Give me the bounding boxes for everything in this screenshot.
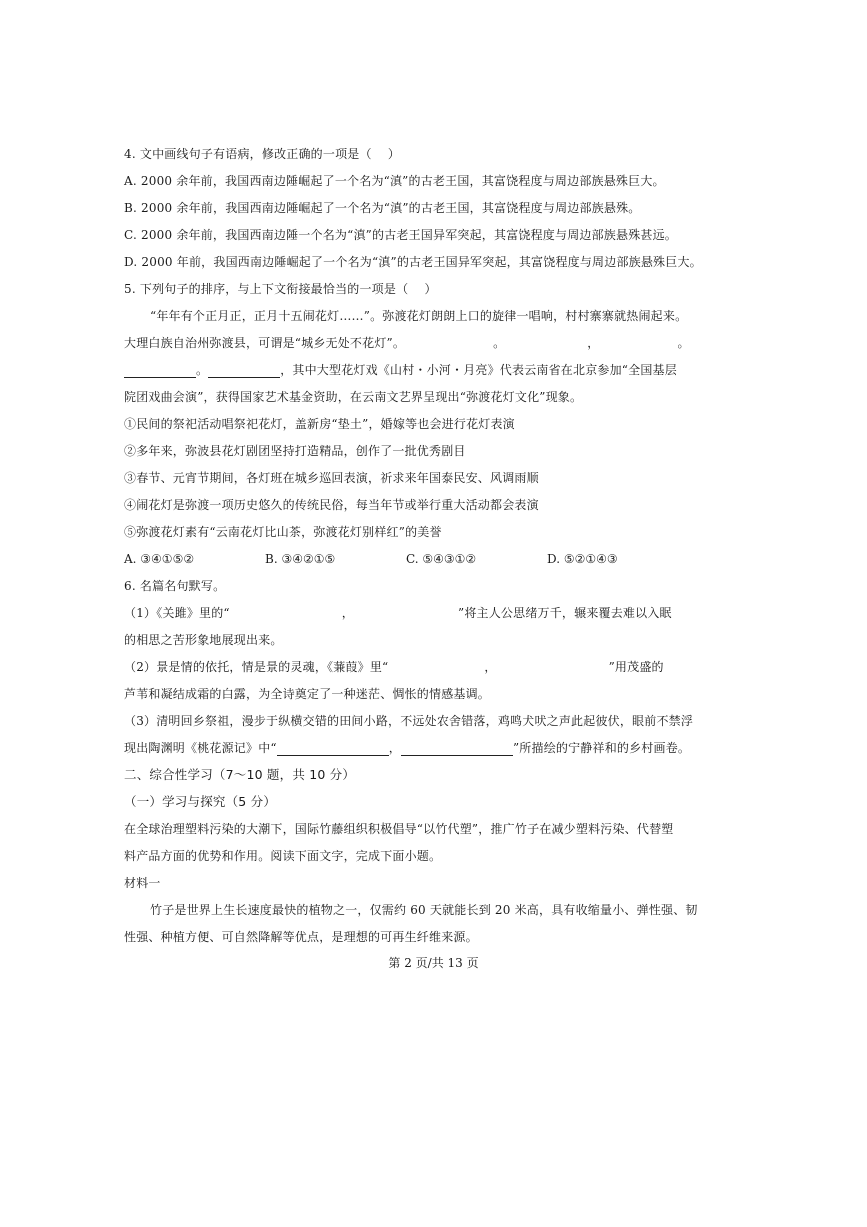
q6-comma: ， (388, 741, 401, 755)
material-label: 材料一 (124, 876, 161, 890)
q6-sub3-line2 (124, 740, 690, 756)
q5-blank-mark: 。 (493, 336, 506, 350)
q5-passage-line3 (124, 362, 677, 378)
q5-option-d: D. ⑤②①④③ (547, 552, 618, 566)
material-1-line1: 竹子是世界上生长速度最快的植物之一，仅需约 60 天就能长到 20 米高，具有收缩量小、弹性强、韧 (150, 903, 698, 917)
q5-option-c: C. ⑤④③①② (406, 552, 477, 566)
q5-passage-text: 大理白族自治州弥渡县，可谓是“城乡无处不花灯”。 (124, 336, 406, 350)
q5-item-1: ①民间的祭祀活动唱祭祀花灯，盖新房“垫土”，婚嫁等也会进行花灯表演 (124, 417, 515, 431)
q5-stem: 5. 下列句子的排序，与上下文衔接最恰当的一项是（ ） (124, 282, 437, 296)
q6-comma: ， (484, 660, 497, 674)
q6-sub2-line2: 芦苇和凝结成霜的白露，为全诗奠定了一种迷茫、惆怅的情感基调。 (124, 687, 491, 701)
q4-stem: 4. 文中画线句子有语病，修改正确的一项是（ ） (124, 147, 401, 161)
q6-text: （2）景是情的依托，情是景的灵魂，《蒹葭》里“ (124, 660, 389, 674)
q5-item-3: ③春节、元宵节期间，各灯班在城乡巡回表演，祈求来年国泰民安、风调雨顺 (124, 471, 539, 485)
q6-comma: ， (341, 606, 354, 620)
q5-passage-text: ，其中大型花灯戏《山村・小河・月亮》代表云南省在北京参加“全国基层 (280, 363, 677, 377)
q4-option-c: C. 2000 余年前，我国西南边陲一个名为“滇”的古老王国异军突起，其富饶程度与周边部族悬殊甚远。 (124, 228, 678, 242)
section-2-intro-line2: 料产品方面的优势和作用。阅读下面文字，完成下面小题。 (124, 849, 442, 863)
q6-sub2-line1 (124, 659, 664, 675)
q6-text: （1）《关雎》里的“ (124, 606, 230, 620)
q4-option-d: D. 2000 年前，我国西南边陲崛起了一个名为“滇”的古老王国异军突起，其富饶程度与周边部族悬殊巨大。 (124, 255, 702, 269)
q5-option-b: B. ③④②①⑤ (265, 552, 336, 566)
q5-blank-mark: 。 (196, 363, 209, 377)
q6-sub1-line1 (124, 605, 672, 621)
material-1-line2: 性强、种植方便、可自然降解等优点，是理想的可再生纤维来源。 (124, 930, 478, 944)
section-2-subtitle: （一）学习与探究（5 分） (124, 794, 277, 809)
q5-blank (208, 365, 280, 378)
q5-item-4: ④闹花灯是弥渡一项历史悠久的传统民俗，每当年节或举行重大活动都会表演 (124, 498, 539, 512)
q6-stem: 6. 名篇名句默写。 (124, 579, 226, 593)
section-2-intro-line1: 在全球治理塑料污染的大潮下，国际竹藤组织积极倡导“以竹代塑”，推广竹子在减少塑料污染、代替塑 (124, 822, 674, 836)
q5-blank-mark: ， (587, 336, 600, 350)
q5-option-a: A. ③④①⑤② (124, 552, 195, 566)
page-number: 第 2 页/共 13 页 (388, 956, 479, 970)
q5-passage-line2 (124, 335, 690, 351)
q4-option-b: B. 2000 余年前，我国西南边陲崛起了一个名为“滇”的古老王国，其富饶程度与周边部族悬殊。 (124, 201, 641, 215)
q5-item-5: ⑤弥渡花灯素有“云南花灯比山茶，弥渡花灯别样红”的美誉 (124, 525, 442, 539)
q6-text: 现出陶渊明《桃花源记》中“ (124, 741, 277, 755)
q6-sub1-line2: 的相思之苦形象地展现出来。 (124, 633, 283, 647)
q5-blank-mark: 。 (677, 336, 690, 350)
q6-sub3-line1: （3）清明回乡祭祖，漫步于纵横交错的田间小路，不远处农舍错落，鸡鸣犬吠之声此起彼伏，眼前不禁浮 (124, 714, 694, 728)
q6-text: ”将主人公思绪万千，辗来覆去难以入眠 (457, 606, 672, 620)
q5-item-2: ②多年来，弥波县花灯剧团坚持打造精品，创作了一批优秀剧目 (124, 444, 466, 458)
q6-blank (277, 743, 389, 756)
q6-text: ”所描绘的宁静祥和的乡村画卷。 (512, 741, 691, 755)
q6-text: ”用茂盛的 (608, 660, 664, 674)
section-2-title: 二、综合性学习（7～10 题，共 10 分） (124, 767, 356, 782)
q4-option-a: A. 2000 余年前，我国西南边陲崛起了一个名为“滇”的古老王国，其富饶程度与周边部族悬殊巨大。 (124, 174, 665, 188)
q6-blank (401, 743, 513, 756)
q5-blank (124, 365, 196, 378)
q5-passage-line4: 院团戏曲会演”，获得国家艺术基金资助，在云南文艺界呈现出“弥渡花灯文化”现象。 (124, 390, 583, 404)
q5-passage-line1: “年年有个正月正，正月十五闹花灯……”。弥渡花灯朗朗上口的旋律一唱响，村村寨寨就热闹起来。 (150, 309, 688, 323)
